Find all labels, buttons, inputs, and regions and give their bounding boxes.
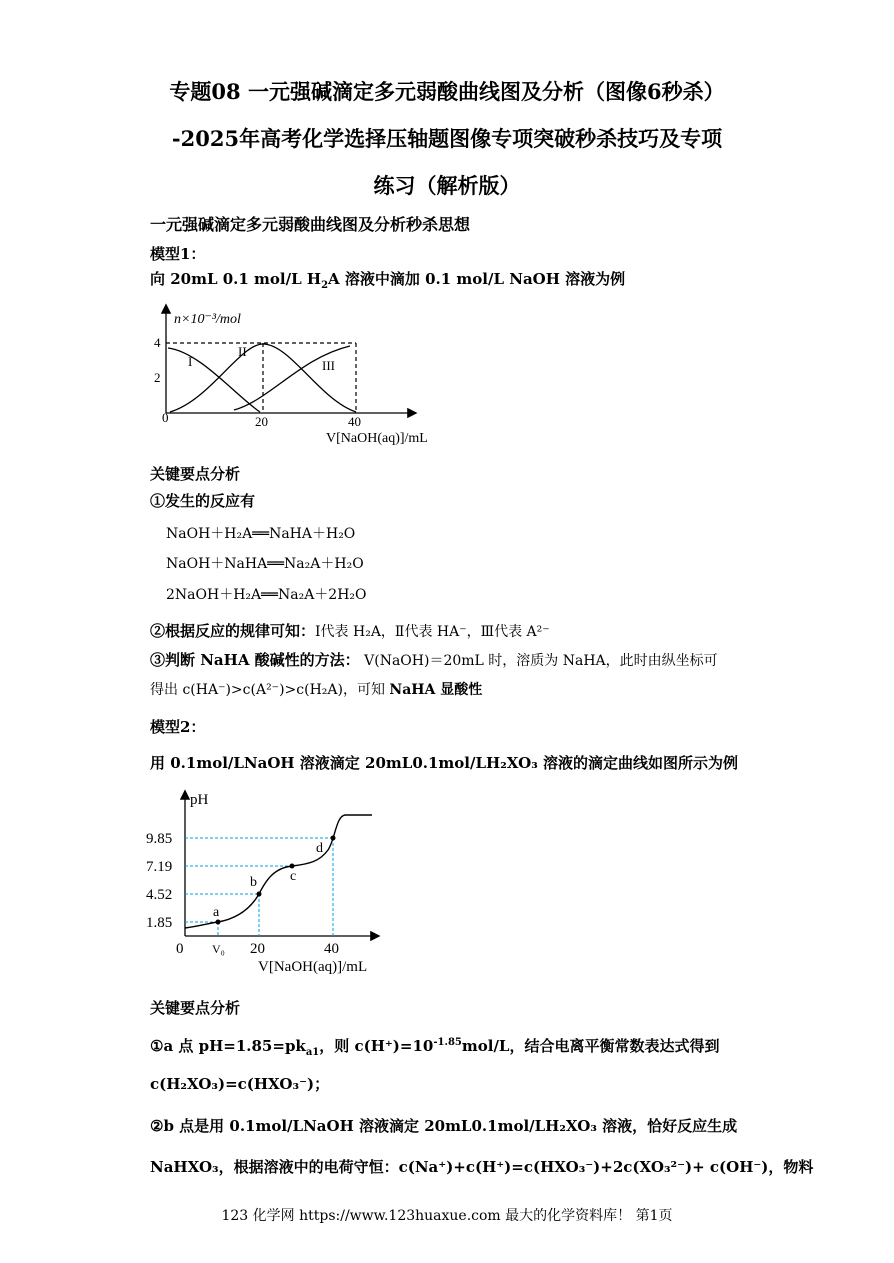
svg-text:4.52: 4.52 <box>146 887 173 903</box>
svg-text:V₀: V₀ <box>212 942 225 956</box>
model1-label: 模型1： <box>150 245 206 263</box>
svg-text:c: c <box>290 869 297 884</box>
page-footer: 123 化学网 https://www.123huaxue.com 最大的化学资料库！ 第1页 <box>221 1208 673 1224</box>
chart2-xlabel: V[NaOH(aq)]/mL <box>258 959 368 975</box>
svg-text:0: 0 <box>162 410 169 425</box>
model2-chart <box>140 786 390 976</box>
doc-title-line2: -2025年高考化学选择压轴题图像专项突破秒杀技巧及专项 <box>171 126 723 151</box>
model2-point2: ②b 点是用 0.1mol/LNaOH 溶液滴定 20mL0.1mol/LH₂XO₃ 溶液，恰好反应生成 <box>150 1117 738 1135</box>
svg-text:0: 0 <box>176 941 184 957</box>
chart2-ylabel: pH <box>190 792 209 808</box>
svg-text:III: III <box>322 358 335 373</box>
svg-text:20: 20 <box>255 414 268 429</box>
svg-text:d: d <box>316 841 323 856</box>
model2-label: 模型2： <box>150 718 206 736</box>
svg-text:7.19: 7.19 <box>146 859 173 875</box>
model1-chart <box>150 300 450 450</box>
chart1-xlabel: V[NaOH(aq)]/mL <box>326 431 428 446</box>
model1-point3: ③判断 NaHA 酸碱性的方法： V(NaOH)＝20mL 时，溶质为 NaHA，此时由纵坐标可 <box>150 651 718 669</box>
model2-point1-line2: c(H₂XO₃)=c(HXO₃⁻)； <box>150 1075 330 1093</box>
svg-text:40: 40 <box>348 414 361 429</box>
equation-2: NaOH＋NaHA══Na₂A＋H₂O <box>166 556 364 572</box>
section-heading: 一元强碱滴定多元弱酸曲线图及分析秒杀思想 <box>150 215 471 234</box>
svg-text:4: 4 <box>154 335 161 350</box>
svg-text:9.85: 9.85 <box>146 831 173 847</box>
model2-desc: 用 0.1mol/LNaOH 溶液滴定 20mL0.1mol/LH₂XO₃ 溶液的滴定曲线如图所示为例 <box>150 754 738 772</box>
doc-title-line1: 专题08 一元强碱滴定多元弱酸曲线图及分析（图像6秒杀） <box>169 79 725 104</box>
curve-III <box>234 346 350 410</box>
model2-point1: ①a 点 $pH=1.85=pk_{a1}$，则 $c(H^+)=10^{-1.85}mol/L$，结合电离平衡常数表达式得到 <box>150 1037 720 1058</box>
svg-text:b: b <box>250 875 257 890</box>
equation-3: 2NaOH＋H₂A══Na₂A＋2H₂O <box>166 587 367 603</box>
model1-desc: 向 20mL 0.1 mol/L $H_2A$ 溶液中滴加 0.1 mol/L NaOH 溶液为例 <box>150 270 626 291</box>
svg-text:2: 2 <box>154 370 161 385</box>
model1-point1: ①发生的反应有 <box>150 492 256 510</box>
model1-point2: ②根据反应的规律可知：Ⅰ代表 H₂A，Ⅱ代表 HA⁻，Ⅲ代表 A²⁻ <box>150 622 550 640</box>
model1-analysis-title: 关键要点分析 <box>150 465 241 483</box>
svg-text:20: 20 <box>250 941 265 957</box>
chart1-ylabel: n×10⁻³/mol <box>174 312 241 327</box>
svg-text:40: 40 <box>324 941 339 957</box>
svg-text:I: I <box>188 354 193 369</box>
model2-analysis-title: 关键要点分析 <box>150 999 241 1017</box>
doc-title-line3: 练习（解析版） <box>373 173 521 198</box>
svg-text:II: II <box>238 344 247 359</box>
model1-point3-line2: 得出 c(HA⁻)>c(A²⁻)>c(H₂A)，可知 NaHA 显酸性 <box>150 682 483 698</box>
svg-text:1.85: 1.85 <box>146 915 173 931</box>
equation-1: NaOH＋H₂A══NaHA＋H₂O <box>166 526 356 542</box>
model2-point2-line2: NaHXO₃，根据溶液中的电荷守恒：c(Na⁺)+c(H⁺)=c(HXO₃⁻)+2c(XO₃²⁻)+ c(OH⁻)，物料 <box>150 1158 814 1176</box>
svg-text:a: a <box>213 905 220 920</box>
